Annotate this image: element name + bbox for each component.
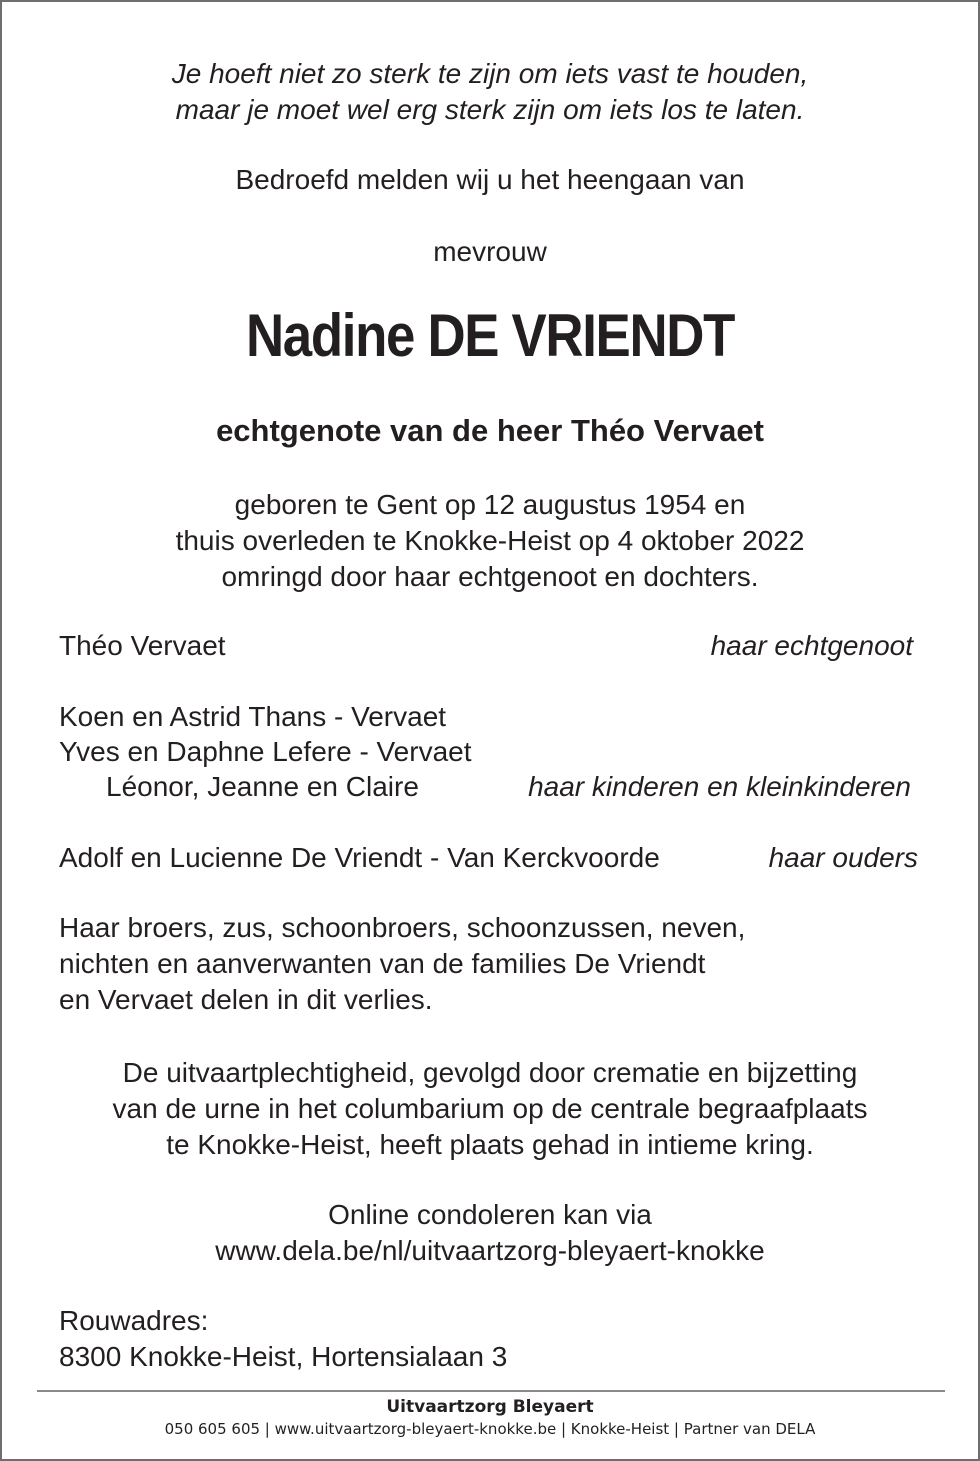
honorific: mevrouw bbox=[433, 236, 547, 267]
surrounded-line: omringd door haar echtgenoot en dochters. bbox=[221, 561, 759, 592]
spouse-line: echtgenote van de heer Théo Vervaet bbox=[216, 413, 764, 448]
ceremony-line-3: te Knokke-Heist, heeft plaats gehad in intieme kring. bbox=[166, 1129, 814, 1160]
extended-family-line-2: nichten en aanverwanten van de families De Vriendt bbox=[59, 948, 706, 979]
child-2: Yves en Daphne Lefere - Vervaet bbox=[59, 736, 472, 767]
condolence-text: Online condoleren kan via bbox=[328, 1199, 652, 1230]
parents-relation: haar ouders bbox=[768, 842, 918, 873]
quote-line-1: Je hoeft niet zo sterk te zijn om iets vast te houden, bbox=[171, 58, 809, 89]
extended-family-line-3: en Vervaet delen in dit verlies. bbox=[59, 984, 433, 1015]
birth-death-block bbox=[2, 487, 978, 595]
birth-line: geboren te Gent op 12 augustus 1954 en bbox=[234, 489, 746, 520]
footer-divider bbox=[37, 1390, 945, 1392]
children-relation: haar kinderen en kleinkinderen bbox=[528, 771, 911, 802]
grandchildren: Léonor, Jeanne en Claire bbox=[106, 771, 419, 802]
extended-family-line-1: Haar broers, zus, schoonbroers, schoonzussen, neven, bbox=[59, 912, 746, 943]
child-1: Koen en Astrid Thans - Vervaet bbox=[59, 701, 447, 732]
footer-info: 050 605 605 | www.uitvaartzorg-bleyaert-knokke.be | Knokke-Heist | Partner van DELA bbox=[164, 1420, 816, 1438]
deceased-name: Nadine DE VRIENDT bbox=[245, 302, 735, 369]
parents-name: Adolf en Lucienne De Vriendt - Van Kerckvoorde bbox=[59, 842, 660, 873]
extended-family bbox=[59, 910, 745, 1018]
mourning-address bbox=[59, 1303, 507, 1375]
mourning-address-value: 8300 Knokke-Heist, Hortensialaan 3 bbox=[59, 1341, 508, 1372]
condolence-url[interactable]: www.dela.be/nl/uitvaartzorg-bleyaert-knokke bbox=[215, 1235, 765, 1266]
ceremony-block bbox=[2, 1055, 978, 1163]
spouse-name: Théo Vervaet bbox=[59, 630, 226, 661]
ceremony-line-1: De uitvaartplechtigheid, gevolgd door crematie en bijzetting bbox=[122, 1057, 858, 1088]
spouse-relation: haar echtgenoot bbox=[710, 630, 913, 661]
announcement: Bedroefd melden wij u het heengaan van bbox=[235, 164, 745, 195]
footer-company: Uitvaartzorg Bleyaert bbox=[386, 1397, 594, 1417]
opening-quote bbox=[2, 56, 978, 128]
mourning-address-label: Rouwadres: bbox=[59, 1305, 209, 1336]
quote-line-2: maar je moet wel erg sterk zijn om iets los te laten. bbox=[175, 94, 805, 125]
death-line: thuis overleden te Knokke-Heist op 4 oktober 2022 bbox=[175, 525, 805, 556]
condolence-block bbox=[2, 1197, 978, 1269]
ceremony-line-2: van de urne in het columbarium op de centrale begraafplaats bbox=[112, 1093, 868, 1124]
